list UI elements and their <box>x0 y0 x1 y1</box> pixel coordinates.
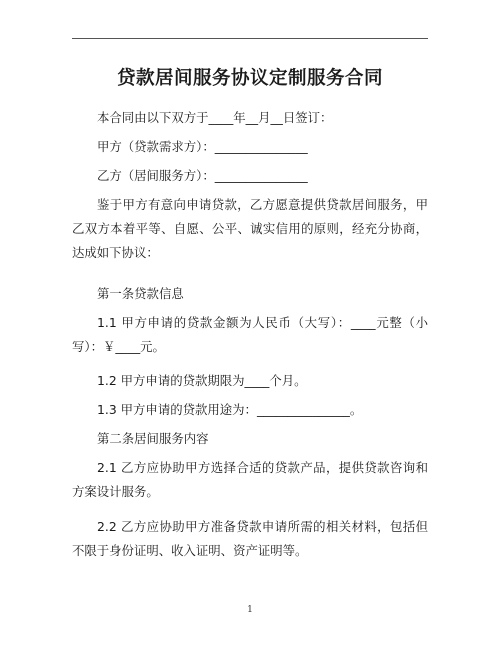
clause-2-1: 2.1 乙方应协助甲方选择合适的贷款产品，提供贷款咨询和方案设计服务。 <box>72 460 428 499</box>
section-2-heading: 第二条居间服务内容 <box>97 431 209 446</box>
section-1-heading: 第一条贷款信息 <box>97 286 184 301</box>
party-a-line: 甲方（贷款需求方）：_______________ <box>97 139 308 154</box>
preamble-paragraph: 鉴于甲方有意向申请贷款，乙方愿意提供贷款居间服务，甲乙双方本着平等、自愿、公平、诚实信用的原则，经充分协商，达成如下协议： <box>72 197 428 260</box>
signing-date-line: 本合同由以下双方于____年__月__日签订： <box>97 110 333 125</box>
clause-1-2: 1.2 甲方申请的贷款期限为____个月。 <box>97 373 307 388</box>
header-rule <box>72 38 428 39</box>
page-number: 1 <box>247 605 253 615</box>
document-title: 贷款居间服务协议定制服务合同 <box>116 68 383 89</box>
clause-1-3: 1.3 甲方申请的贷款用途为：_______________。 <box>97 402 363 417</box>
clause-1-1: 1.1 甲方申请的贷款金额为人民币（大写）：____元整（小写）：￥____元。 <box>72 315 428 354</box>
clause-2-2: 2.2 乙方应协助甲方准备贷款申请所需的相关材料，包括但不限于身份证明、收入证明、资产证明等。 <box>72 519 428 558</box>
party-b-line: 乙方（居间服务方）：_______________ <box>97 168 308 183</box>
